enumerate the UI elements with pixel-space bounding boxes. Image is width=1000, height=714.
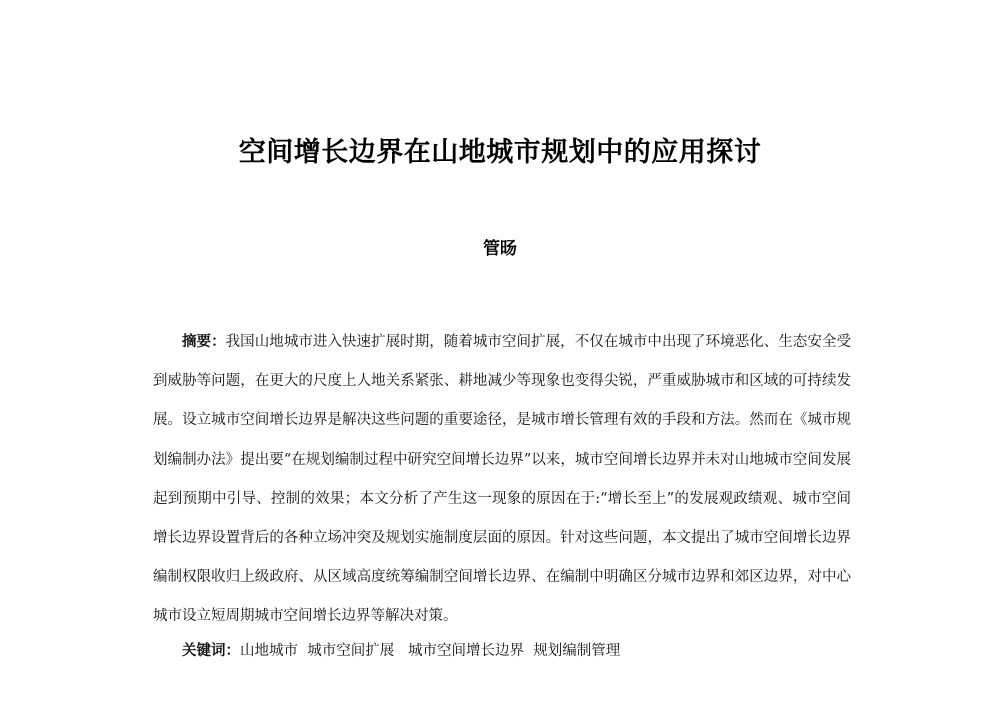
abstract-label: 摘要：: [182, 334, 226, 350]
abstract-text: 我国山地城市进入快速扩展时期，随着城市空间扩展，不仅在城市中出现了环境恶化、生态安全受到威胁等问题，在更大的尺度上人地关系紧张、耕地减少等现象也变得尖锐，严重威胁城市和区域的可持续发展。设立城市空间增长边界是解决这些问题的重要途径，是城市增长管理有效的手段和方法。然而在《城市规划编制办法》提出要“在规划编制过程中研究空间增长边界”以来，城市空间增长边界并未对山地城市空间发展起到预期中引导、控制的效果；本文分析了产生这一现象的原因在于:“增长至上”的发展观政绩观、城市空间增长边界设置背后的各种立场冲突及规划实施制度层面的原因。针对这些问题，本文提出了城市空间增长边界编制权限收归上级政府、从区域高度统筹编制空间增长边界、在编制中明确区分城市边界和郊区边界，对中心城市设立短周期城市空间增长边界等解决对策。: [153, 334, 852, 625]
keywords-line: [182, 639, 852, 663]
abstract-paragraph: [153, 323, 851, 637]
keywords-text: 山地城市 城市空间扩展 城市空间增长边界 规划编制管理: [240, 643, 621, 659]
paper-title: 空间增长边界在山地城市规划中的应用探讨: [238, 137, 762, 168]
paper-author: 管旸: [483, 239, 517, 259]
keywords-label: 关键词：: [182, 643, 240, 659]
